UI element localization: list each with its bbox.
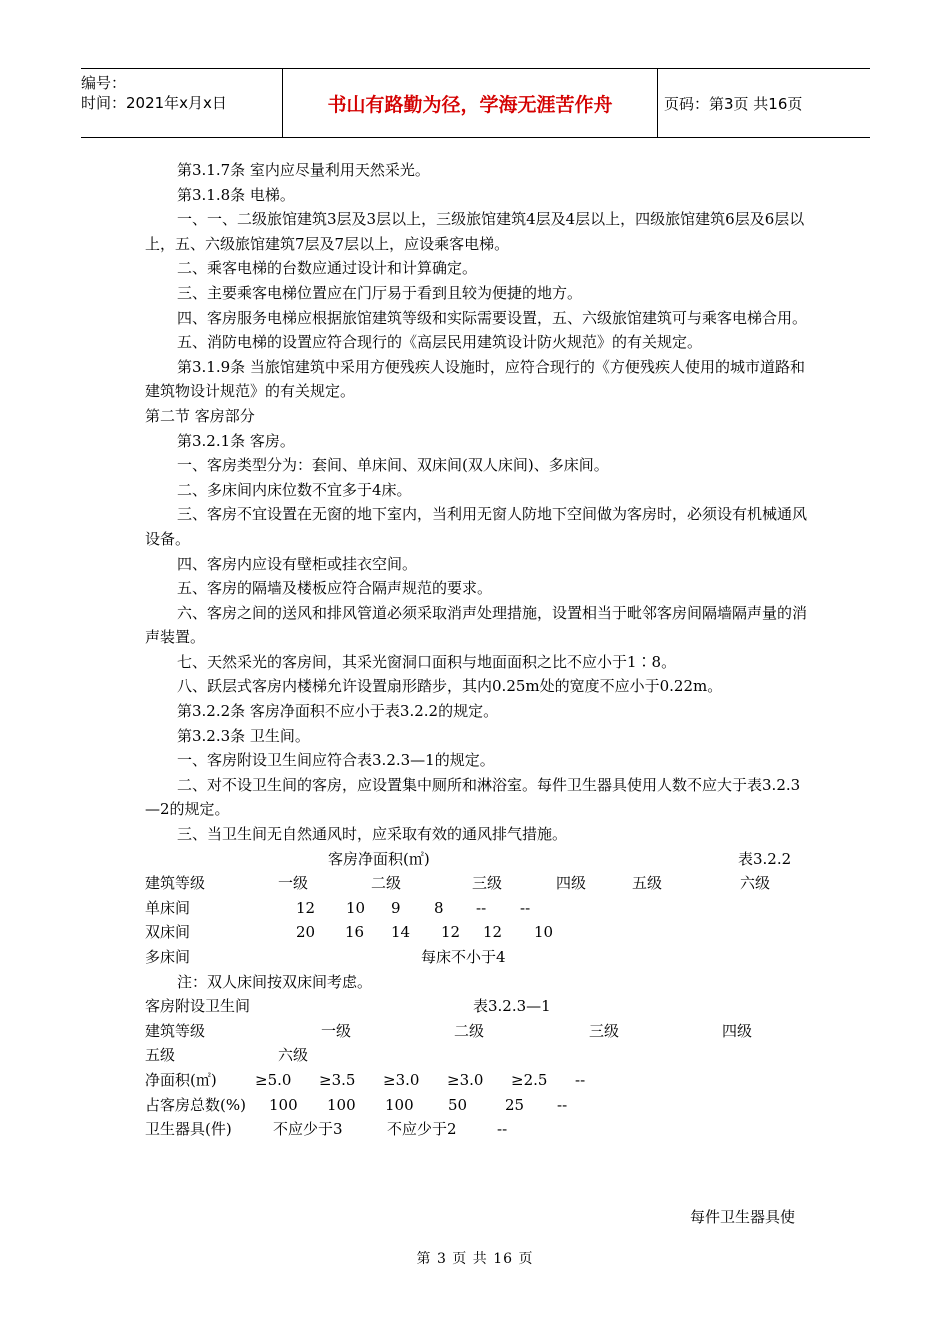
table-cell: 净面积(㎡) — [145, 1070, 217, 1089]
table-note-row — [145, 970, 813, 995]
paragraph: 三、当卫生间无自然通风时，应采取有效的通风排气措施。 — [177, 825, 568, 844]
page-header — [81, 68, 870, 138]
table-cell: 100 — [269, 1095, 298, 1114]
table-header-cell: 五级 — [145, 1046, 176, 1065]
trailing-text: 每件卫生器具使 — [690, 1208, 796, 1226]
paragraph: 五、消防电梯的设置应符合现行的《高层民用建筑设计防火规范》的有关规定。 — [177, 333, 703, 352]
paragraph: 第3.1.9条 当旅馆建筑中采用方便残疾人设施时，应符合现行的《方便残疾人使用的城市道路和建筑物设计规范》的有关规定。 — [145, 357, 805, 401]
table-cell: 每床不小于4 — [421, 948, 506, 966]
doc-number-label: 编号： — [81, 74, 127, 92]
paragraph: 二、乘客电梯的台数应通过设计和计算确定。 — [177, 259, 478, 278]
doc-date-label: 时间：2021年x月x日 — [81, 94, 227, 112]
paragraph: 八、跃层式客房内楼梯允许设置扇形踏步，其内0.25m处的宽度不应小于0.22m。 — [177, 677, 723, 696]
paragraph: 三、主要乘客电梯位置应在门厅易于看到且较为便捷的地方。 — [177, 283, 583, 302]
table-cell: -- — [476, 898, 487, 917]
paragraph: 第3.2.1条 客房。 — [177, 431, 295, 450]
table-row — [145, 920, 813, 945]
table-number: 表3.2.3—1 — [473, 997, 551, 1016]
table-cell: ≥3.0 — [383, 1070, 420, 1089]
table-row — [145, 945, 813, 970]
table-header-cell: 建筑等级 — [145, 1021, 206, 1040]
table-header-row — [145, 1043, 813, 1068]
table-row — [145, 1093, 813, 1118]
table-cell: -- — [520, 898, 531, 917]
page-number: 第 3 页 共 16 页 — [416, 1251, 534, 1267]
paragraph: 一、客房类型分为：套间、单床间、双床间(双人床间)、多床间。 — [177, 456, 609, 475]
header-page-label: 页码：第3页 共16页 — [664, 94, 803, 113]
table-cell: 卫生器具(件) — [145, 1120, 232, 1139]
table-header-cell: 二级 — [454, 1021, 485, 1040]
table-cell: -- — [557, 1095, 568, 1114]
table-cell: 20 — [296, 923, 316, 942]
table-title: 客房附设卫生间 — [145, 997, 251, 1016]
table-cell: -- — [575, 1070, 586, 1089]
table-header-cell: 五级 — [632, 874, 663, 893]
header-meta — [81, 69, 283, 137]
table-title-row — [145, 994, 813, 1019]
table-title: 客房净面积(㎡) — [328, 849, 430, 868]
table-cell: ≥3.0 — [447, 1070, 484, 1089]
paragraph: 四、客房服务电梯应根据旅馆建筑等级和实际需要设置，五、六级旅馆建筑可与乘客电梯合用。 — [177, 308, 808, 327]
section-heading: 第二节 客房部分 — [145, 406, 255, 425]
table-header-cell: 六级 — [278, 1046, 309, 1065]
table-header-cell: 二级 — [371, 874, 402, 893]
table-cell: 14 — [391, 923, 411, 942]
table-header-cell: 三级 — [472, 874, 503, 893]
table-header-row — [145, 871, 813, 896]
table-cell: -- — [497, 1120, 508, 1139]
paragraph: 一、一、二级旅馆建筑3层及3层以上，三级旅馆建筑4层及4层以上，四级旅馆建筑6层及6层以上，五、六级旅馆建筑7层及7层以上，应设乘客电梯。 — [145, 210, 805, 253]
table-header-cell: 四级 — [556, 874, 587, 893]
paragraph: 七、天然采光的客房间，其采光窗洞口面积与地面面积之比不应小于1∶8。 — [177, 652, 677, 671]
table-cell: 12 — [441, 923, 461, 942]
table-cell: 8 — [434, 898, 444, 917]
table-header-cell: 一级 — [278, 874, 309, 893]
table-cell: 50 — [448, 1095, 468, 1114]
table-cell: 16 — [345, 923, 365, 942]
paragraph: 第3.2.2条 客房净面积不应小于表3.2.2的规定。 — [177, 702, 499, 721]
table-cell: 不应少于2 — [387, 1120, 457, 1139]
table-cell: ≥2.5 — [511, 1070, 548, 1089]
table-row — [145, 896, 813, 921]
table-cell: ≥3.5 — [319, 1070, 356, 1089]
table-header-cell: 一级 — [321, 1021, 352, 1040]
paragraph: 二、多床间内床位数不宜多于4床。 — [177, 480, 412, 499]
table-cell: 双床间 — [145, 923, 191, 942]
table-cell: 占客房总数(%) — [145, 1095, 246, 1114]
paragraph: 一、客房附设卫生间应符合表3.2.3—1的规定。 — [177, 751, 495, 770]
table-cell: 9 — [391, 898, 401, 917]
paragraph: 六、客房之间的送风和排风管道必须采取消声处理措施，设置相当于毗邻客房间隔墙隔声量的消声装置。 — [145, 603, 808, 647]
table-header-row — [145, 1019, 813, 1044]
table-note: 注：双人床间按双床间考虑。 — [177, 972, 373, 991]
table-cell: 单床间 — [145, 898, 191, 917]
paragraph: 第3.1.8条 电梯。 — [177, 185, 295, 204]
paragraph: 第3.1.7条 室内应尽量利用天然采光。 — [177, 161, 430, 179]
table-number: 表3.2.2 — [738, 849, 792, 868]
table-title-row — [145, 847, 813, 872]
table-cell: 12 — [483, 923, 503, 942]
paragraph: 五、客房的隔墙及楼板应符合隔声规范的要求。 — [177, 579, 493, 598]
document-body — [145, 158, 813, 1142]
table-3-2-2 — [145, 847, 813, 995]
table-3-2-3-1 — [145, 994, 813, 1142]
table-cell: 25 — [505, 1095, 525, 1114]
header-motto: 书山有路勤为径，学海无涯苦作舟 — [283, 69, 658, 137]
table-header-cell: 四级 — [722, 1021, 753, 1040]
paragraph: 四、客房内应设有壁柜或挂衣空间。 — [177, 554, 418, 573]
table-row — [145, 1068, 813, 1093]
paragraph: 第3.2.3条 卫生间。 — [177, 726, 310, 745]
table-cell: 10 — [534, 923, 554, 942]
table-cell: 12 — [296, 898, 316, 917]
table-cell: ≥5.0 — [255, 1070, 292, 1089]
table-row — [145, 1117, 813, 1142]
paragraph: 二、对不设卫生间的客房，应设置集中厕所和淋浴室。每件卫生器具使用人数不应大于表3.2.3—2的规定。 — [145, 775, 801, 819]
table-cell: 10 — [346, 898, 366, 917]
table-cell: 不应少于3 — [273, 1120, 343, 1139]
table-header-cell: 六级 — [740, 874, 771, 893]
paragraph: 三、客房不宜设置在无窗的地下室内，当利用无窗人防地下空间做为客房时，必须设有机械通风设备。 — [145, 505, 808, 548]
table-cell: 多床间 — [145, 948, 191, 966]
table-cell: 100 — [385, 1095, 414, 1114]
table-cell: 100 — [327, 1095, 356, 1114]
table-header-cell: 建筑等级 — [145, 874, 206, 893]
table-header-cell: 三级 — [589, 1021, 620, 1040]
